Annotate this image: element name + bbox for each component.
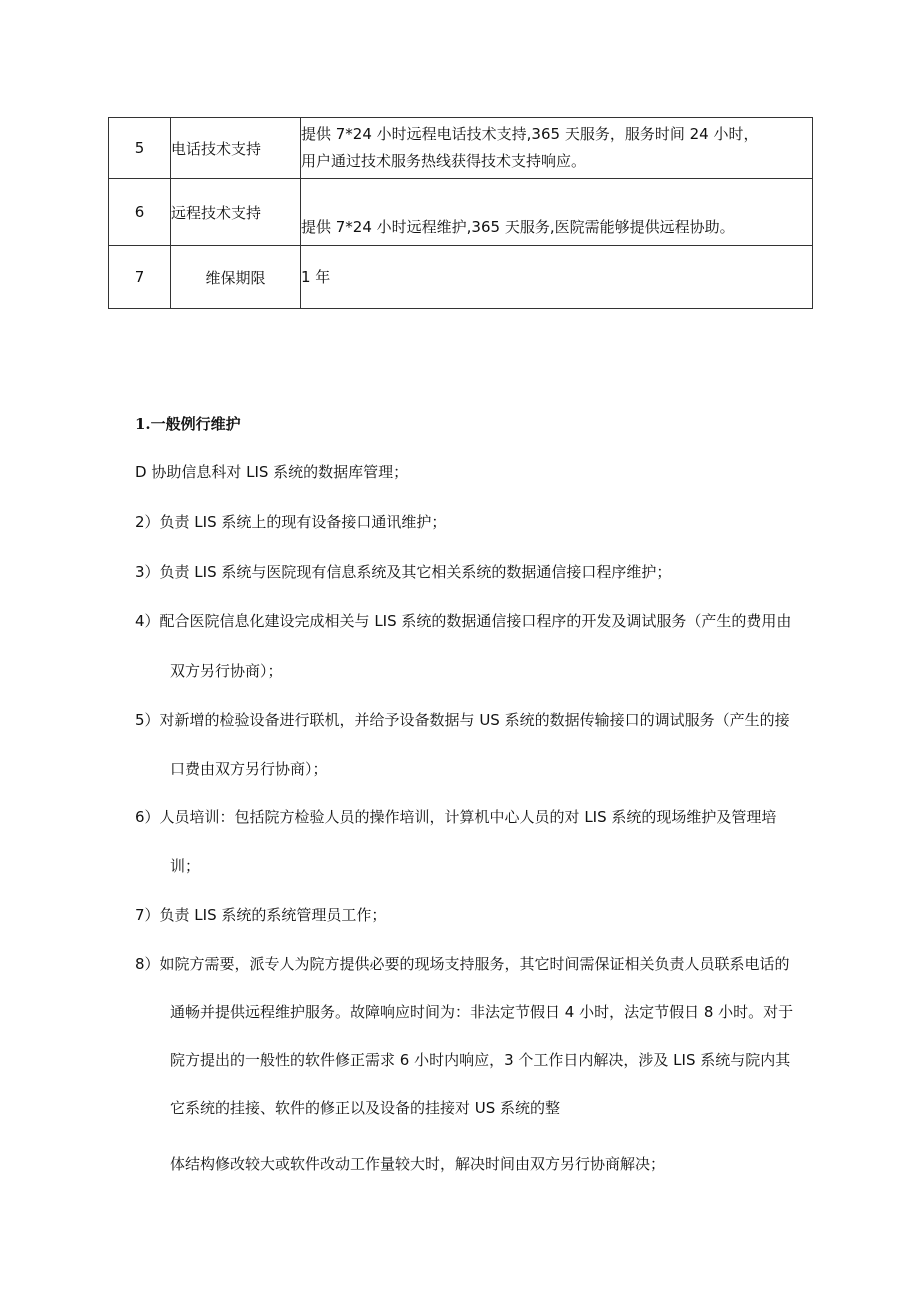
list-item: 5）对新增的检验设备进行联机，并给予设备数据与 US 系统的数据传输接口的调试服务（产生的接 <box>135 711 790 729</box>
list-item: 4）配合医院信息化建设完成相关与 LIS 系统的数据通信接口程序的开发及调试服务（产生的费用由 <box>135 612 792 630</box>
row-description <box>301 118 813 179</box>
row-description <box>301 246 813 309</box>
section-heading: 1.一般例行维护 <box>135 415 241 433</box>
list-item-continuation: 训； <box>170 857 201 875</box>
table-row <box>109 246 813 309</box>
list-item: D 协助信息科对 LIS 系统的数据库管理； <box>135 463 409 481</box>
list-item: 2）负责 LIS 系统上的现有设备接口通讯维护； <box>135 513 447 531</box>
table-row <box>109 118 813 179</box>
list-item-continuation: 它系统的挂接、软件的修正以及设备的挂接对 US 系统的整 <box>170 1099 561 1117</box>
list-item: 6）人员培训：包括院方检验人员的操作培训，计算机中心人员的对 LIS 系统的现场维护及管理培 <box>135 808 777 826</box>
row-name: 电话技术支持 <box>171 118 301 179</box>
list-item-continuation: 双方另行协商）； <box>170 662 283 680</box>
list-item: 7）负责 LIS 系统的系统管理员工作； <box>135 906 387 924</box>
row-description <box>301 179 813 246</box>
description-line: 提供 7*24 小时远程电话技术支持,365 天服务，服务时间 24 小时， <box>301 125 759 143</box>
row-number: 7 <box>109 246 171 309</box>
list-item-continuation: 口费由双方另行协商）； <box>170 760 328 778</box>
table-row <box>109 179 813 246</box>
row-number: 6 <box>109 179 171 246</box>
list-item-continuation: 通畅并提供远程维护服务。故障响应时间为：非法定节假日 4 小时，法定节假日 8 小时。对于 <box>170 1003 794 1021</box>
row-number: 5 <box>109 118 171 179</box>
description-line: 1 年 <box>301 267 331 286</box>
list-item-continuation: 院方提出的一般性的软件修正需求 6 小时内响应，3 个工作日内解决，涉及 LIS 系统与院内其 <box>170 1051 791 1069</box>
description-line: 用户通过技术服务热线获得技术支持响应。 <box>301 152 587 170</box>
list-item: 3）负责 LIS 系统与医院现有信息系统及其它相关系统的数据通信接口程序维护； <box>135 563 672 581</box>
row-name: 维保期限 <box>171 246 301 309</box>
row-name: 远程技术支持 <box>171 179 301 246</box>
support-table <box>108 117 813 309</box>
list-item-continuation: 体结构修改较大或软件改动工作量较大时，解决时间由双方另行协商解决； <box>170 1155 666 1173</box>
description-line: 提供 7*24 小时远程维护,365 天服务,医院需能够提供远程协助。 <box>301 218 735 236</box>
list-item: 8）如院方需要，派专人为院方提供必要的现场支持服务，其它时间需保证相关负责人员联系电话的 <box>135 955 790 973</box>
